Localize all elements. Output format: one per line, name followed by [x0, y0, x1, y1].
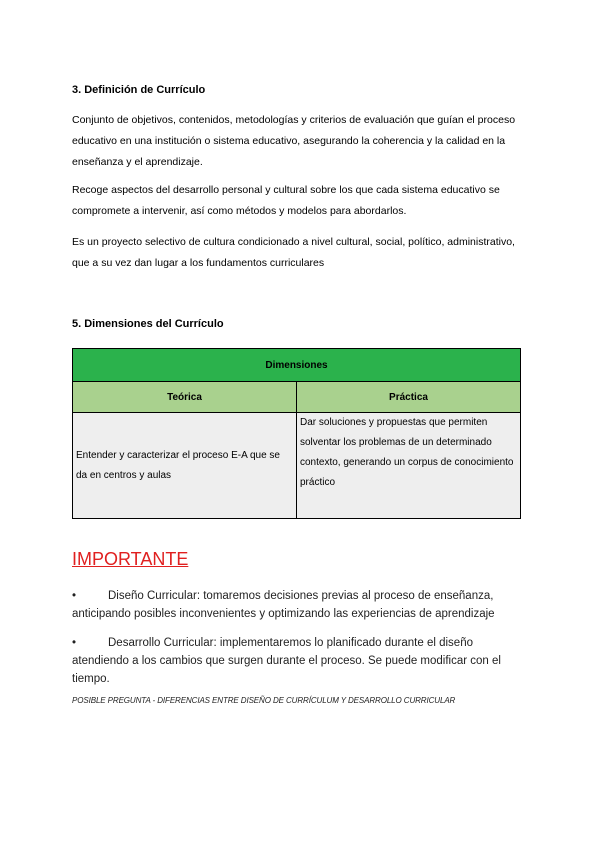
bullet-item-desarrollo [72, 634, 532, 688]
table-header-row [73, 382, 521, 413]
table-row [73, 413, 521, 519]
table-cell-teorica: Entender y caracterizar el proceso E-A que se da en centros y aulas [73, 413, 297, 519]
section-3-heading: 3. Definición de Currículo [72, 84, 206, 96]
column-header-practica: Práctica [297, 382, 521, 413]
column-header-teorica: Teórica [73, 382, 297, 413]
bullet-icon: • [72, 637, 77, 649]
section-3-paragraph-2: Recoge aspectos del desarrollo personal y cultural sobre los que cada sistema educativo se compromete a intervenir, así como métodos y modelos para abordarlos. [72, 184, 500, 217]
bullet-icon: • [72, 590, 77, 602]
section-3-paragraph-1: Conjunto de objetivos, contenidos, metodologías y criterios de evaluación que guían el proceso educativo en una institución o sistema educativo, asegurando la coherencia y la calidad en la enseñanza y el aprendizaje. [72, 114, 516, 168]
important-title: IMPORTANTE [72, 549, 189, 569]
bullet-text: Desarrollo Curricular: implementaremos lo planificado durante el diseño atendiendo a los cambios que surgen durante el proceso. Se puede modificar con el tiempo. [72, 637, 501, 685]
exam-question-note: POSIBLE PREGUNTA - DIFERENCIAS ENTRE DISEÑO DE CURRÍCULUM Y DESARROLLO CURRICULAR [72, 696, 456, 705]
dimensions-table [72, 348, 521, 519]
section-3-paragraph-3: Es un proyecto selectivo de cultura condicionado a nivel cultural, social, político, administrativo, que a su vez dan lugar a los fundamentos curriculares [72, 236, 515, 269]
table-title-cell: Dimensiones [73, 349, 521, 382]
section-5-heading: 5. Dimensiones del Currículo [72, 318, 224, 330]
table-cell-practica: Dar soluciones y propuestas que permiten solventar los problemas de un determinado contexto, generando un corpus de conocimiento práctico [297, 413, 521, 519]
table-title-row [73, 349, 521, 382]
bullet-item-diseno [72, 587, 532, 623]
bullet-text: Diseño Curricular: tomaremos decisiones previas al proceso de enseñanza, anticipando posibles inconvenientes y optimizando las experiencias de aprendizaje [72, 590, 495, 620]
